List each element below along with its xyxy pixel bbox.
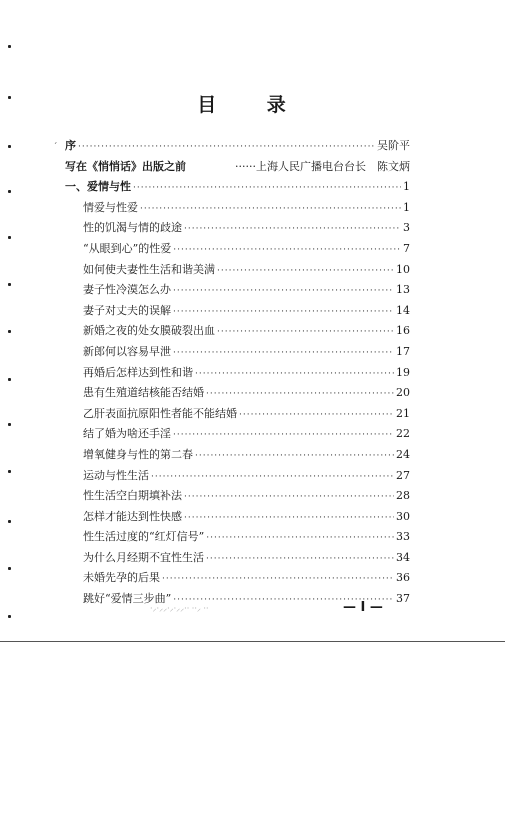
toc-leader-dots: [206, 549, 394, 570]
toc-entry: [65, 404, 410, 425]
toc-entry-title: 写在《悄悄话》出版之前: [65, 159, 186, 173]
toc-entry-title: 怎样才能达到性快感: [83, 509, 182, 523]
toc-leader-dots: [162, 569, 394, 590]
toc-entry: [65, 424, 410, 445]
toc-entry-page: 28: [396, 489, 410, 503]
toc-leader-dots: [173, 302, 394, 323]
toc-leader-dots: [78, 137, 375, 158]
margin-mark: [8, 470, 11, 473]
toc-entry-title: 乙肝表面抗原阳性者能不能结婚: [83, 406, 237, 420]
toc-entry-page: 37: [396, 592, 410, 606]
toc-entry-title: 性生活过度的“红灯信号”: [83, 530, 205, 544]
margin-mark: [8, 378, 11, 381]
toc-leader-dots: [173, 425, 394, 446]
toc-entry: [65, 507, 410, 528]
margin-mark: [8, 423, 11, 426]
margin-mark: [8, 615, 11, 618]
toc-entry-page: 22: [396, 427, 410, 441]
toc-entry-page: ······上海人民广播电台台长 陈文炳: [235, 159, 410, 173]
toc-entry-page: 7: [403, 241, 410, 255]
toc-entry-page: 14: [396, 303, 410, 317]
margin-mark: [8, 45, 11, 48]
toc-entry-title: 序: [65, 139, 76, 152]
margin-mark: [8, 236, 11, 239]
toc-entry-page: 1: [403, 200, 410, 214]
toc-leader-dots: [195, 364, 394, 385]
toc-entry: [65, 239, 410, 260]
margin-mark: [8, 145, 11, 148]
toc-entry-page: 吴阶平: [377, 139, 410, 152]
toc-entry: [65, 321, 410, 342]
toc-entry-page: 21: [396, 406, 410, 420]
toc-leader-dots: [206, 384, 394, 405]
toc-entry-title: “从眼到心”的性爱: [83, 241, 172, 255]
toc-entry: [65, 383, 410, 404]
margin-mark: [8, 520, 11, 523]
toc-entry: [65, 301, 410, 322]
faint-print-mark: ·⸝·⸝⸝·⸝·⸝⸝·· ··⸝ ··: [150, 604, 209, 613]
tick-mark: ˊ: [53, 143, 58, 153]
toc-entry-title: 结了婚为啥还手淫: [83, 427, 171, 441]
toc-entry: [65, 486, 410, 507]
toc-entry-title: 为什么月经期不宜性生活: [83, 550, 204, 564]
toc-leader-dots: [173, 343, 394, 364]
toc-entry: [65, 548, 410, 569]
toc-leader-dots: [195, 446, 394, 467]
toc-entry-page: 19: [396, 365, 410, 379]
toc-entry-page: 16: [396, 324, 410, 338]
toc-entry-title: 新郎何以容易早泄: [83, 344, 171, 358]
toc-entry-page: 1: [403, 180, 410, 194]
toc-entry-title: 未婚先孕的后果: [83, 571, 160, 585]
toc-entry-title: 妻子对丈夫的误解: [83, 303, 171, 317]
toc-leader-dots: [217, 261, 394, 282]
toc-leader-dots: [184, 219, 401, 240]
toc-entry-page: 20: [396, 386, 410, 400]
bottom-rule: [0, 641, 505, 642]
toc-entry-page: 13: [396, 283, 410, 297]
margin-mark: [8, 283, 11, 286]
toc-entry: [65, 198, 410, 219]
toc-entry-title: 患有生殖道结核能否结婚: [83, 386, 204, 400]
toc-entry: [65, 177, 410, 198]
page-title: 目 录: [197, 94, 308, 116]
toc-entry: [65, 342, 410, 363]
toc-entry-title: 性的饥渴与情的歧途: [83, 221, 182, 235]
toc-entry-title: 性生活空白期填补法: [83, 489, 182, 503]
toc-entry-page: 33: [396, 530, 410, 544]
toc-entry: [65, 445, 410, 466]
table-of-contents: [65, 136, 410, 610]
toc-entry-title: 情爱与性爱: [83, 200, 138, 214]
toc-entry: [65, 363, 410, 384]
toc-entry-page: 10: [396, 262, 410, 276]
toc-entry-title: 妻子性冷漠怎么办: [83, 283, 171, 297]
toc-entry: [65, 218, 410, 239]
toc-entry-page: 34: [396, 550, 410, 564]
margin-mark: [8, 567, 11, 570]
toc-entry-page: 17: [396, 344, 410, 358]
toc-entry: [65, 527, 410, 548]
toc-leader-dots: [217, 322, 394, 343]
toc-leader-dots: [184, 487, 394, 508]
toc-entry-title: 增氧健身与性的第二春: [83, 447, 193, 461]
toc-entry-page: 27: [396, 468, 410, 482]
toc-entry-title: 运动与性生活: [83, 468, 149, 482]
page-number: — I —: [343, 600, 383, 615]
toc-entry-title: 如何使夫妻性生活和谐美满: [83, 262, 215, 276]
toc-entry: [65, 466, 410, 487]
toc-leader-dots: [133, 178, 401, 199]
toc-entry-page: 24: [396, 447, 410, 461]
toc-entry: [65, 260, 410, 281]
toc-entry: [65, 280, 410, 301]
toc-entry: [65, 157, 410, 178]
toc-leader-dots: [173, 281, 394, 302]
margin-mark: [8, 190, 11, 193]
toc-leader-dots: [184, 508, 394, 529]
toc-leader-dots: [239, 405, 394, 426]
margin-mark: [8, 330, 11, 333]
toc-entry: [65, 568, 410, 589]
toc-leader-dots: [173, 240, 401, 261]
toc-entry-title: 再婚后怎样达到性和谐: [83, 365, 193, 379]
toc-leader-dots: [206, 528, 394, 549]
toc-entry-page: 3: [403, 221, 410, 235]
toc-entry: [65, 136, 410, 157]
toc-leader-dots: [151, 467, 394, 488]
toc-leader-dots: [140, 199, 401, 220]
toc-entry-title: 一、爱情与性: [65, 180, 131, 194]
toc-entry-page: 30: [396, 509, 410, 523]
toc-entry-title: 跳好“爱情三步曲”: [83, 592, 172, 606]
toc-entry-title: 新婚之夜的处女膜破裂出血: [83, 324, 215, 338]
toc-entry-page: 36: [396, 571, 410, 585]
